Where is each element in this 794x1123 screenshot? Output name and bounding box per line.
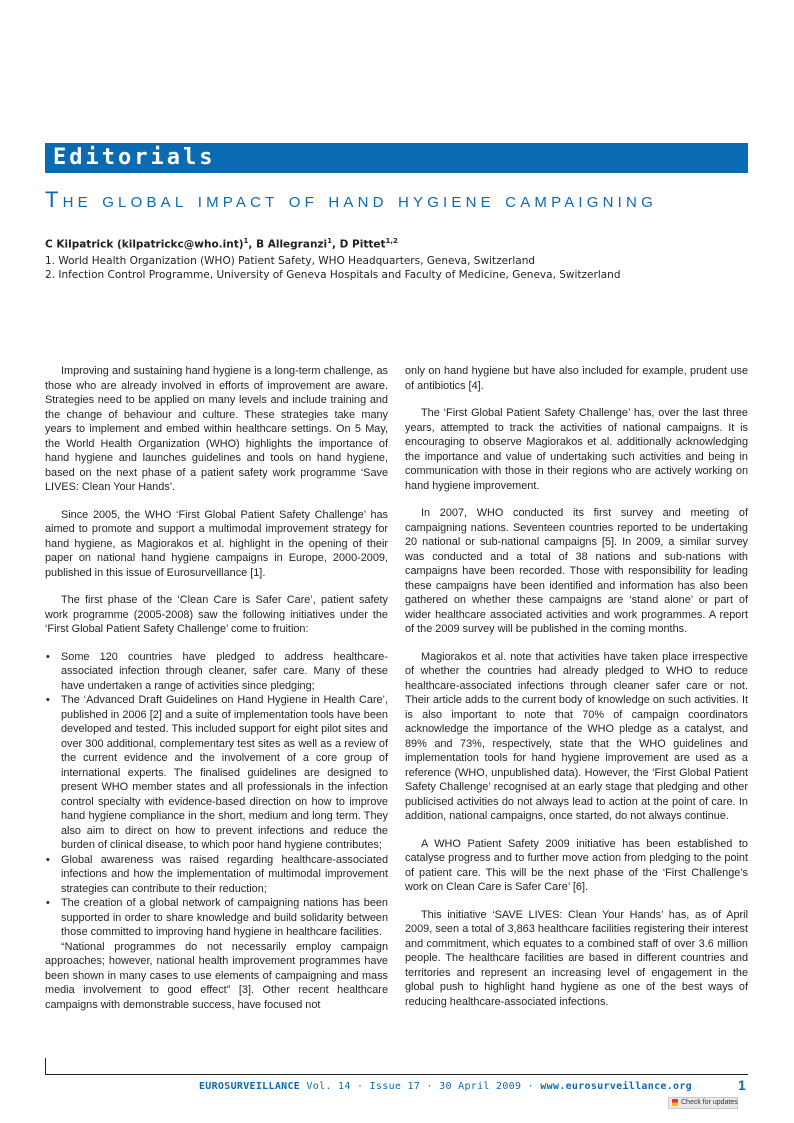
paragraph: In 2007, WHO conducted its first survey and meeting of campaigning nations. Seventeen countries reported to be undertaking 20 national or sub-national campaigns [5]. In 2009, a similar survey was conducted and a total of 38 nations and sub-nations with campaigns have been recorded. Those with responsibility for leading these campaigns have been identified and information has also been gathered on whether these campaigns are ‘stand alone’ or part of wider healthcare associated activities and work programmes. A report of the 2009 survey will be published in the coming months. <box>405 507 748 635</box>
author-names <box>45 237 748 251</box>
affiliation-1: 1. World Health Organization (WHO) Patient Safety, WHO Headquarters, Geneva, Switzerland <box>45 254 536 267</box>
list-item: • The creation of a global network of campaigning nations has been supported in order to share knowledge and build solidarity between those committed to improving hand hygiene in healthcare facilities. <box>61 896 388 940</box>
paragraph: Improving and sustaining hand hygiene is a long-term challenge, as those who are already involved in efforts of improvement are aware. Strategies need to be applied on many levels and include training and the change of behaviour and culture. These strategies take many years to implement and embed within healthcare settings. On 5 May, the World Health Organization (WHO) highlights the importance of hand hygiene and launches guidelines and tools on hand hygiene, based on the next phase of a patient safety work programme ‘Save LIVES: Clean Your Hands’. <box>45 365 388 493</box>
author-2-affiliation: 1 <box>327 237 333 245</box>
crossmark-icon <box>672 1099 678 1106</box>
author-1[interactable]: C Kilpatrick (kilpatrickc@who.int) <box>45 238 244 251</box>
paragraph: Magiorakos et al. note that activities have taken place irrespective of whether the countries had already pledged to WHO to reduce healthcare-associated infections through cleaner safer care or not. Their article adds to the current body of knowledge on such activities. It is also important to note that 70% of campaign coordinators acknowledge the importance of the WHO pledge as a catalyst, and 89% and 73%, respectively, state that the WHO guidelines and implementation tools for hand hygiene improvement are used as a reference (WHO, unpublished data). However, the ‘First Global Patient Safety Challenge’ recognised at an early stage that pledging and other publicised activities do not always lead to action at the point of care. In addition, national campaigns, once started, do not always continue. <box>405 650 748 822</box>
author-3-affiliation: 1,2 <box>385 237 398 245</box>
paragraph: A WHO Patient Safety 2009 initiative has been established to catalyse progress and to further move action from pledging to the point of patient care. This will be the next phase of the ‘First Challenge’s work on Clean Care is Safer Care’ [6]. <box>405 837 748 893</box>
paragraph: The ‘First Global Patient Safety Challenge’ has, over the last three years, attempted to track the activities of national campaigns. It is encouraging to observe Magiorakos et al. additionally acknowledging the importance and value of undertaking such activities and being in communication with those in their regions who are actively working on hand hygiene improvement. <box>405 407 748 492</box>
section-banner: Editorials <box>45 143 748 173</box>
page-number: 1 <box>738 1077 746 1093</box>
paragraph-continued: only on hand hygiene but have also included for example, prudent use of antibiotics [4]. <box>405 365 748 392</box>
author-block <box>45 237 748 282</box>
footer-rule <box>45 1074 748 1075</box>
paragraph: “National programmes do not necessarily employ campaign approaches; however, national health improvement programmes have been shown in many cases to use elements of campaigning and mass media involvement to good effect” [3]. Other recent healthcare campaigns with demonstrable success, have focused not <box>45 940 388 1011</box>
list-item: • The ‘Advanced Draft Guidelines on Hand Hygiene in Health Care’, published in 2006 [2] and a suite of implementation tools have been developed and tested. This included support for eight pilot sites and over 300 additional, complementary test sites as well as a review of the current evidence and the involvement of a core group of international experts. The finalised guidelines are designed to present WHO member states and all professionals in the infection control specialty with evidence-based direction on how to improve hand hygiene compliance in the short, medium and long term. They also aim to direct on how to prevent infections and reduce the burden of clinical disease, to which poor hand hygiene contributes; <box>61 693 388 853</box>
journal-url-link[interactable]: www.eurosurveillance.org <box>540 1081 692 1092</box>
check-for-updates-button[interactable] <box>668 1097 738 1109</box>
author-2: , B Allegranzi <box>248 238 328 251</box>
author-1-affiliation: 1 <box>243 237 249 245</box>
footer-citation <box>199 1081 692 1092</box>
check-for-updates-label: Check for updates <box>681 1099 738 1106</box>
journal-name: EUROSURVEILLANCE <box>198 1081 301 1092</box>
article-title: The global impact of hand hygiene campaigning <box>45 187 657 212</box>
issue-info: Vol. 14 · Issue 17 · 30 April 2009 · <box>300 1081 541 1092</box>
author-3: , D Pittet <box>332 238 386 251</box>
list-item: • Global awareness was raised regarding healthcare-associated infections and how the implementation of multimodal improvement strategies can contribute to their reduction; <box>61 853 388 897</box>
right-column <box>405 364 748 1009</box>
list-item: • Some 120 countries have pledged to address healthcare-associated infection through cleaner, safer care. Many of these have undertaken a range of activities since pledging; <box>61 650 388 694</box>
paragraph: This initiative ‘SAVE LIVES: Clean Your Hands’ has, as of April 2009, seen a total of 3,863 healthcare facilities registering their interest and commitment, which equates to a combined staff of over 3.6 million people. The healthcare facilities are based in different countries and territories and represent an increasing level of engagement in the global push to highlight hand hygiene as one of the best ways of reducing healthcare-associated infections. <box>405 908 748 1008</box>
initiatives-list <box>45 650 388 940</box>
left-column <box>45 364 388 1012</box>
paragraph: The first phase of the ‘Clean Care is Safer Care’, patient safety work programme (2005-2008) saw the following initiatives under the ‘First Global Patient Safety Challenge’ come to fruition: <box>45 594 388 635</box>
footer-tick <box>45 1058 46 1074</box>
paragraph: Since 2005, the WHO ‘First Global Patient Safety Challenge’ has aimed to promote and support a multimodal improvement strategy for hand hygiene, as Magiorakos et al. highlight in the opening of their paper on national hand hygiene campaigns in Europe, 2000-2009, published in this issue of Eurosurveillance [1]. <box>45 508 388 579</box>
affiliation-2: 2. Infection Control Programme, University of Geneva Hospitals and Faculty of Medicine, Geneva, Switzerland <box>45 268 621 281</box>
